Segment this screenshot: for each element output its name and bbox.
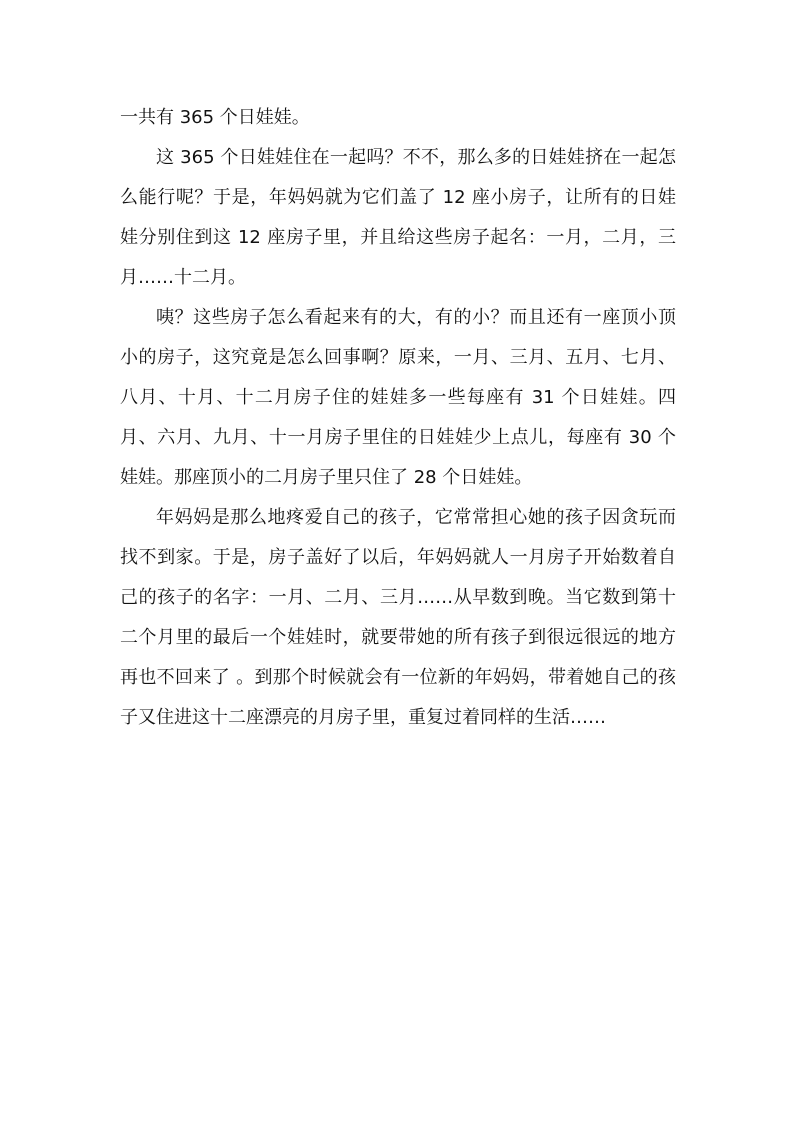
paragraph-intro: 一共有 365 个日娃娃。 (120, 107, 310, 128)
paragraph-twelve-houses: 这 365 个日娃娃住在一起吗？不不，那么多的日娃娃挤在一起怎么能行呢？于是，年妈妈就为它们盖了 12 座小房子，让所有的日娃娃分别住到这 12 座房子里，并且给这些房子起名：一月，二月，三月……十二月。 (120, 147, 676, 288)
paragraph-year-mother: 年妈妈是那么地疼爱自己的孩子，它常常担心她的孩子因贪玩而找不到家。于是，房子盖好了以后，年妈妈就人一月房子开始数着自己的孩子的名字：一月、二月、三月……从早数到晚。当它数到第十二个月里的最后一个娃娃时，就要带她的所有孩子到很远很远的地方再也不回来了 。到那个时候就会有一位新的年妈妈，带着她自己的孩子又住进这十二座漂亮的月房子里，重复过着同样的生活…… (120, 507, 676, 728)
document-body (120, 98, 676, 738)
paragraph-house-sizes: 咦？这些房子怎么看起来有的大，有的小？而且还有一座顶小顶小的房子，这究竟是怎么回事啊？原来，一月、三月、五月、七月、八月、十月、十二月房子住的娃娃多一些每座有 31 个日娃娃。四月、六月、九月、十一月房子里住的日娃娃少上点儿，每座有 30 个娃娃。那座顶小的二月房子里只住了 28 个日娃娃。 (120, 307, 676, 488)
